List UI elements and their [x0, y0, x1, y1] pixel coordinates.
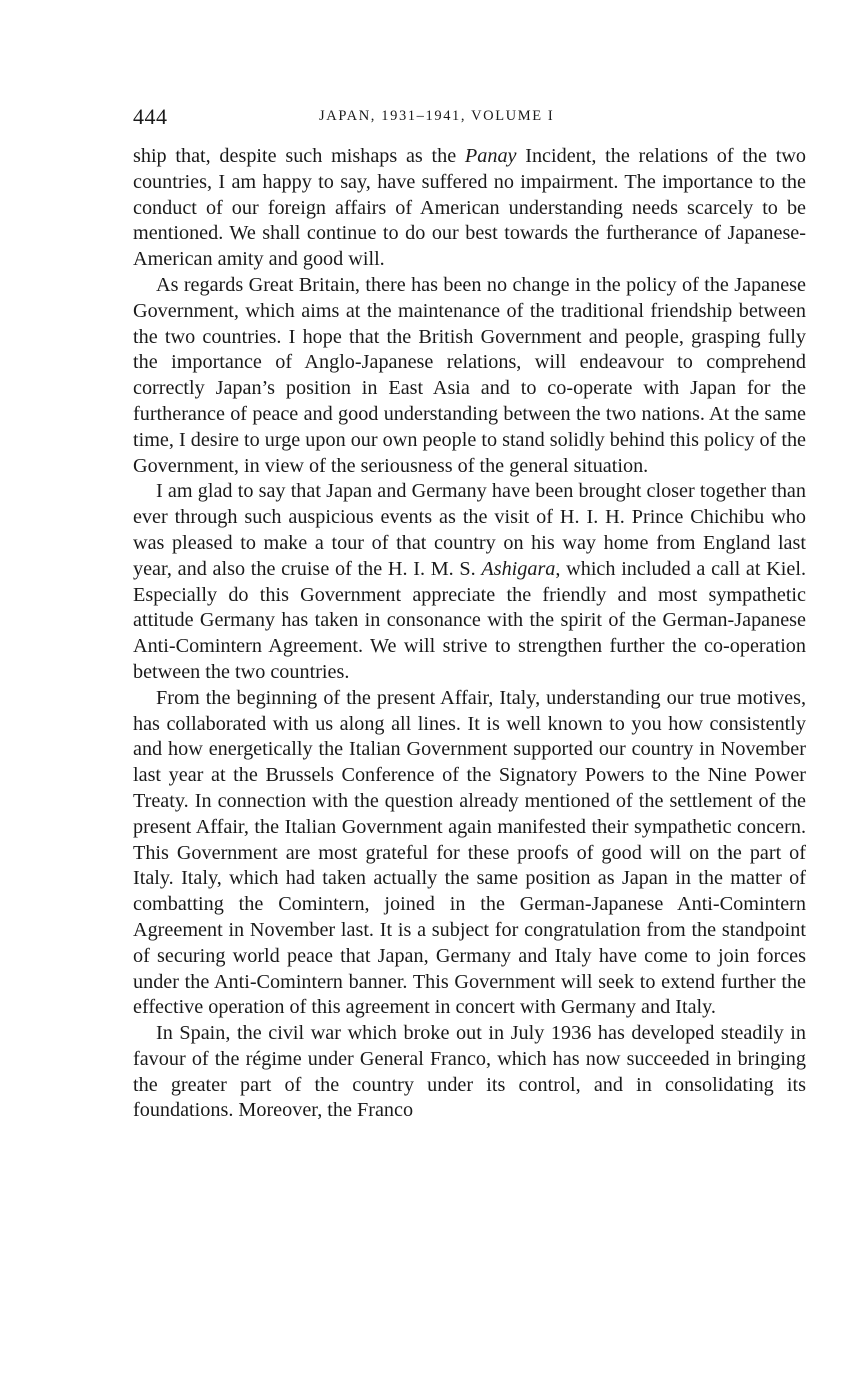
body-text — [133, 144, 806, 1124]
ship-name-panay: Panay — [464, 145, 517, 167]
paragraph-text: As regards Great Britain, there has been no change in the policy of the Japanese Government, which aims at the maintenance of the traditional friendship between the two countries. I hope that the British Government and people, grasping fully the importance of Anglo-Japanese relations, will endeavour to comprehend correctly Japan’s position in East Asia and to co-operate with Japan for the furtherance of peace and good understanding between the two nations. At the same time, I desire to urge upon our own people to stand solidly behind this policy of the Government, in view of the seriousness of the general situation. — [133, 273, 806, 477]
paragraph-text: ship that, despite such mishaps as the — [133, 145, 465, 167]
paragraph-italy — [133, 686, 806, 1021]
paragraph-spain — [133, 1021, 806, 1124]
paragraph-great-britain — [133, 273, 806, 479]
document-page — [133, 96, 806, 1124]
paragraph-text: From the beginning of the present Affair, Italy, understanding our true motives, has collaborated with us along all lines. It is well known to you how consistently and how energetically the Italian Government supported our country in November last year at the Brussels Conference of the Signatory Powers to the Nine Power Treaty. In connection with the question already mentioned of the settlement of the present Affair, the Italian Government again manifested their sympathetic concern. This Government are most grateful for these proofs of good will on the part of Italy. Italy, which had taken actually the same position as Japan in the matter of combatting the Comintern, joined in the German-Japanese Anti-Comintern Agreement in November last. It is a subject for congratulation from the standpoint of securing world peace that Japan, Germany and Italy have come to join forces under the Anti-Comintern banner. This Government will seek to extend further the effective operation of this agreement in concert with Germany and Italy. — [133, 686, 806, 1019]
paragraph-text: Incident, the relations of the two countries, I am happy to say, have suffered no impairment. The importance to the conduct of our foreign affairs of American understanding needs scarcely to be mentioned. We shall continue to do our best towards the furtherance of Japanese-American amity and good will. — [133, 145, 807, 271]
page-header — [133, 96, 806, 136]
paragraph-text: In Spain, the civil war which broke out in July 1936 has developed steadily in favour of the régime under General Franco, which has now succeeded in bringing the greater part of the country under its control, and in consolidating its foundations. Moreover, the Franco — [133, 1022, 806, 1122]
running-title: JAPAN, 1931–1941, VOLUME I — [319, 108, 555, 124]
paragraph-germany — [133, 479, 806, 685]
paragraph-text: I am glad to say that Japan and Germany have been brought closer together than ever through such auspicious events as the visit of H. I. H. Prince Chichibu who was pleased to make a tour of that country on his way home from England last year, and also the cruise of the H. I. M. S. — [133, 480, 806, 580]
paragraph-america — [133, 144, 806, 273]
ship-name-ashigara: Ashigara — [481, 557, 556, 580]
paragraph-text: , which included a call at Kiel. Especially do this Government appreciate the friendly and most sympathetic attitude Germany has taken in consonance with the spirit of the German-Japanese Anti-Comintern Agreement. We will strive to strengthen further the co-operation between the two countries. — [133, 557, 806, 683]
page-number: 444 — [133, 104, 168, 129]
